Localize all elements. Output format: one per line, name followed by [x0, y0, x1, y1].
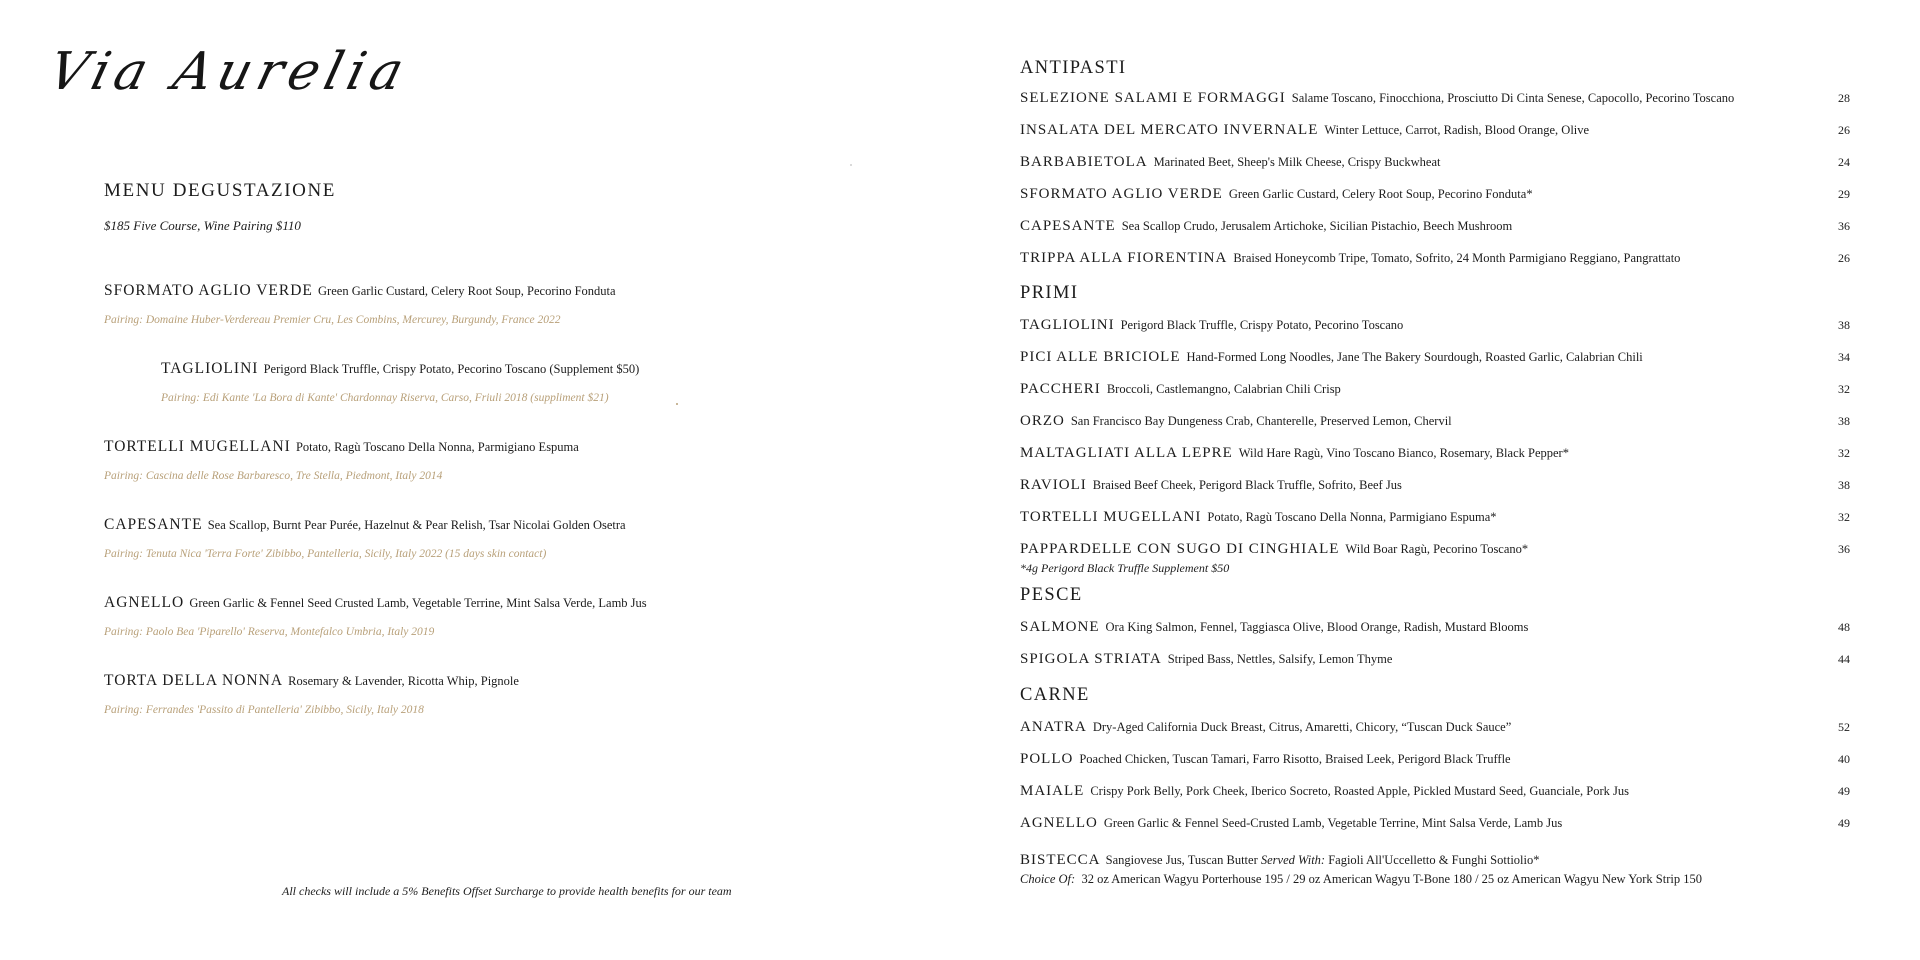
- a-la-carte-menu: [1020, 58, 1856, 891]
- menu-item: [1020, 541, 1856, 573]
- course-dish: [104, 516, 924, 534]
- course-dish: [104, 282, 924, 300]
- course-pairing: Pairing: Domaine Huber-Verdereau Premier Cru, Les Combins, Mercurey, Burgundy, France 2022: [104, 314, 561, 326]
- section-title-carne: CARNE: [1020, 685, 1090, 705]
- item-desc: Green Garlic & Fennel Seed-Crusted Lamb, Vegetable Terrine, Mint Salsa Verde, Lamb Jus: [1103, 816, 1563, 830]
- tasting-menu: [104, 180, 924, 716]
- menu-item: [1020, 90, 1856, 122]
- menu-item: [1020, 651, 1856, 683]
- tasting-course: [104, 516, 924, 560]
- item-desc: Striped Bass, Nettles, Salsify, Lemon Thyme: [1167, 652, 1393, 666]
- course-desc: Potato, Ragù Toscano Della Nonna, Parmigiano Espuma: [295, 440, 579, 454]
- item-name: SELEZIONE SALAMI E FORMAGGI: [1020, 90, 1286, 106]
- menu-item: [1020, 719, 1856, 751]
- item-price: 52: [1838, 720, 1850, 734]
- item-price: 26: [1838, 251, 1850, 265]
- menu-item: [1020, 445, 1856, 477]
- menu-item: [1020, 154, 1856, 186]
- menu-item: [1020, 619, 1856, 651]
- item-desc: Salame Toscano, Finocchiona, Prosciutto Di Cinta Senese, Capocollo, Pecorino Toscano: [1291, 91, 1735, 105]
- served-with-label: Served With:: [1260, 853, 1326, 867]
- item-name: ORZO: [1020, 413, 1065, 429]
- tasting-title: MENU DEGUSTAZIONE: [104, 180, 337, 201]
- course-desc: Sea Scallop, Burnt Pear Purée, Hazelnut & Pear Relish, Tsar Nicolai Golden Osetra: [207, 518, 626, 532]
- item-name: TAGLIOLINI: [1020, 317, 1115, 333]
- item-name: TRIPPA ALLA FIORENTINA: [1020, 250, 1228, 266]
- item-name: RAVIOLI: [1020, 477, 1087, 493]
- course-name: TORTELLI MUGELLANI: [104, 438, 291, 455]
- tasting-course: [104, 360, 924, 404]
- course-dish: [104, 672, 924, 690]
- course-pairing: Pairing: Cascina delle Rose Barbaresco, Tre Stella, Piedmont, Italy 2014: [104, 470, 443, 482]
- item-name: CAPESANTE: [1020, 218, 1116, 234]
- item-name: MALTAGLIATI ALLA LEPRE: [1020, 445, 1233, 461]
- menu-item: [1020, 815, 1856, 847]
- item-desc: Poached Chicken, Tuscan Tamari, Farro Risotto, Braised Leek, Perigord Black Truffle: [1079, 752, 1511, 766]
- item-desc: Dry-Aged California Duck Breast, Citrus, Amaretti, Chicory, “Tuscan Duck Sauce”: [1092, 720, 1512, 734]
- menu-item: [1020, 783, 1856, 815]
- course-dish: [104, 594, 924, 612]
- item-price: 32: [1838, 382, 1850, 396]
- item-name: PACCHERI: [1020, 381, 1101, 397]
- item-desc: Braised Beef Cheek, Perigord Black Truffle, Sofrito, Beef Jus: [1092, 478, 1402, 492]
- item-price: 29: [1838, 187, 1850, 201]
- menu-item: [1020, 413, 1856, 445]
- item-desc: Winter Lettuce, Carrot, Radish, Blood Orange, Olive: [1324, 123, 1590, 137]
- item-name: PAPPARDELLE CON SUGO DI CINGHIALE: [1020, 541, 1340, 557]
- item-desc: Marinated Beet, Sheep's Milk Cheese, Crispy Buckwheat: [1153, 155, 1441, 169]
- course-dish: [104, 438, 924, 456]
- course-name: CAPESANTE: [104, 516, 203, 533]
- section-pesce: [1020, 619, 1856, 683]
- item-price: 32: [1838, 510, 1850, 524]
- item-desc: Crispy Pork Belly, Pork Cheek, Iberico Socreto, Roasted Apple, Pickled Mustard Seed, Guanciale, Pork Jus: [1090, 784, 1630, 798]
- course-pairing: Pairing: Paolo Bea 'Piparello' Reserva, Montefalco Umbria, Italy 2019: [104, 626, 435, 638]
- tasting-course: [104, 594, 924, 638]
- section-antipasti: [1020, 90, 1856, 282]
- item-name: SPIGOLA STRIATA: [1020, 651, 1162, 667]
- section-title-pesce: PESCE: [1020, 585, 1083, 605]
- course-name: SFORMATO AGLIO VERDE: [104, 282, 313, 299]
- item-price: 24: [1838, 155, 1850, 169]
- item-desc: Hand-Formed Long Noodles, Jane The Bakery Sourdough, Roasted Garlic, Calabrian Chili: [1186, 350, 1643, 364]
- course-desc: Rosemary & Lavender, Ricotta Whip, Pignole: [288, 674, 519, 688]
- surcharge-note: All checks will include a 5% Benefits Offset Surcharge to provide health benefits for our team: [282, 884, 732, 898]
- item-name: MAIALE: [1020, 783, 1085, 799]
- course-pairing: Pairing: Tenuta Nica 'Terra Forte' Zibibbo, Pantelleria, Sicily, Italy 2022 (15 days skin contact): [104, 548, 547, 560]
- course-pairing: Pairing: Edi Kante 'La Bora di Kante' Chardonnay Riserva, Carso, Friuli 2018 (suppliment $21): [161, 392, 609, 404]
- item-price: 32: [1838, 446, 1850, 460]
- menu-item: [1020, 751, 1856, 783]
- tasting-course: [104, 438, 924, 482]
- bistecca-choices-line: [1020, 870, 1856, 889]
- course-name: TAGLIOLINI: [161, 360, 259, 377]
- item-desc: Wild Boar Ragù, Pecorino Toscano*: [1345, 542, 1529, 556]
- menu-item: [1020, 349, 1856, 381]
- menu-item: [1020, 250, 1856, 282]
- item-desc: Green Garlic Custard, Celery Root Soup, Pecorino Fonduta*: [1228, 187, 1533, 201]
- item-name: TORTELLI MUGELLANI: [1020, 509, 1202, 525]
- served-with-items: Fagioli All'Uccelletto & Funghi Sottiolio*: [1328, 853, 1540, 867]
- menu-item: [1020, 509, 1856, 541]
- item-desc: Sangiovese Jus, Tuscan Butter: [1105, 853, 1258, 867]
- decorative-dot: [676, 403, 678, 405]
- tasting-course: [104, 672, 924, 716]
- item-name: INSALATA DEL MERCATO INVERNALE: [1020, 122, 1319, 138]
- item-desc: Broccoli, Castlemangno, Calabrian Chili Crisp: [1106, 382, 1341, 396]
- tasting-course: [104, 282, 924, 326]
- tasting-price: $185 Five Course, Wine Pairing $110: [104, 218, 301, 233]
- item-desc: Perigord Black Truffle, Crispy Potato, Pecorino Toscano: [1120, 318, 1404, 332]
- item-price: 40: [1838, 752, 1850, 766]
- choice-label: Choice Of:: [1020, 872, 1076, 886]
- section-title-antipasti: ANTIPASTI: [1020, 58, 1127, 78]
- item-name: SFORMATO AGLIO VERDE: [1020, 186, 1223, 202]
- course-desc: Green Garlic & Fennel Seed Crusted Lamb, Vegetable Terrine, Mint Salsa Verde, Lamb Jus: [189, 596, 647, 610]
- item-price: 44: [1838, 652, 1850, 666]
- menu-item: [1020, 317, 1856, 349]
- item-price: 48: [1838, 620, 1850, 634]
- item-price: 38: [1838, 414, 1850, 428]
- item-name: AGNELLO: [1020, 815, 1098, 831]
- course-dish: [161, 360, 924, 378]
- item-name: BISTECCA: [1020, 852, 1101, 868]
- menu-item: [1020, 218, 1856, 250]
- bistecca-line: [1020, 851, 1856, 870]
- item-desc: Braised Honeycomb Tripe, Tomato, Sofrito, 24 Month Parmigiano Reggiano, Pangrattato: [1233, 251, 1681, 265]
- item-price: 38: [1838, 478, 1850, 492]
- course-desc: Green Garlic Custard, Celery Root Soup, Pecorino Fonduta: [318, 284, 616, 298]
- menu-item: [1020, 477, 1856, 509]
- decorative-dot: [850, 164, 852, 166]
- item-desc: Ora King Salmon, Fennel, Taggiasca Olive, Blood Orange, Radish, Mustard Blooms: [1105, 620, 1529, 634]
- restaurant-logo: Via Aurelia: [42, 42, 416, 102]
- item-name: SALMONE: [1020, 619, 1100, 635]
- item-price: 36: [1838, 542, 1850, 556]
- bistecca-item: [1020, 851, 1856, 891]
- item-price: 26: [1838, 123, 1850, 137]
- menu-item: [1020, 381, 1856, 413]
- item-price: 49: [1838, 816, 1850, 830]
- menu-item: [1020, 186, 1856, 218]
- item-name: POLLO: [1020, 751, 1074, 767]
- item-desc: Potato, Ragù Toscano Della Nonna, Parmigiano Espuma*: [1207, 510, 1497, 524]
- course-desc: Perigord Black Truffle, Crispy Potato, Pecorino Toscano (Supplement $50): [263, 362, 640, 376]
- item-price: 49: [1838, 784, 1850, 798]
- item-price: 38: [1838, 318, 1850, 332]
- item-desc: San Francisco Bay Dungeness Crab, Chanterelle, Preserved Lemon, Chervil: [1070, 414, 1452, 428]
- item-desc: Sea Scallop Crudo, Jerusalem Artichoke, Sicilian Pistachio, Beech Mushroom: [1121, 219, 1513, 233]
- item-price: 28: [1838, 91, 1850, 105]
- item-price: 36: [1838, 219, 1850, 233]
- item-price: 34: [1838, 350, 1850, 364]
- section-primi: [1020, 317, 1856, 585]
- item-name: BARBABIETOLA: [1020, 154, 1148, 170]
- item-name: ANATRA: [1020, 719, 1087, 735]
- choice-options: 32 oz American Wagyu Porterhouse 195 / 29 oz American Wagyu T-Bone 180 / 25 oz American Wagyu New York Strip 150: [1081, 872, 1702, 886]
- section-carne: [1020, 719, 1856, 847]
- menu-item: [1020, 122, 1856, 154]
- course-name: AGNELLO: [104, 594, 185, 611]
- truffle-supplement-note: *4g Perigord Black Truffle Supplement $50: [1020, 561, 1230, 575]
- section-title-primi: PRIMI: [1020, 283, 1079, 303]
- item-desc: Wild Hare Ragù, Vino Toscano Bianco, Rosemary, Black Pepper*: [1238, 446, 1569, 460]
- course-name: TORTA DELLA NONNA: [104, 672, 284, 689]
- course-pairing: Pairing: Ferrandes 'Passito di Pantelleria' Zibibbo, Sicily, Italy 2018: [104, 704, 424, 716]
- item-name: PICI ALLE BRICIOLE: [1020, 349, 1181, 365]
